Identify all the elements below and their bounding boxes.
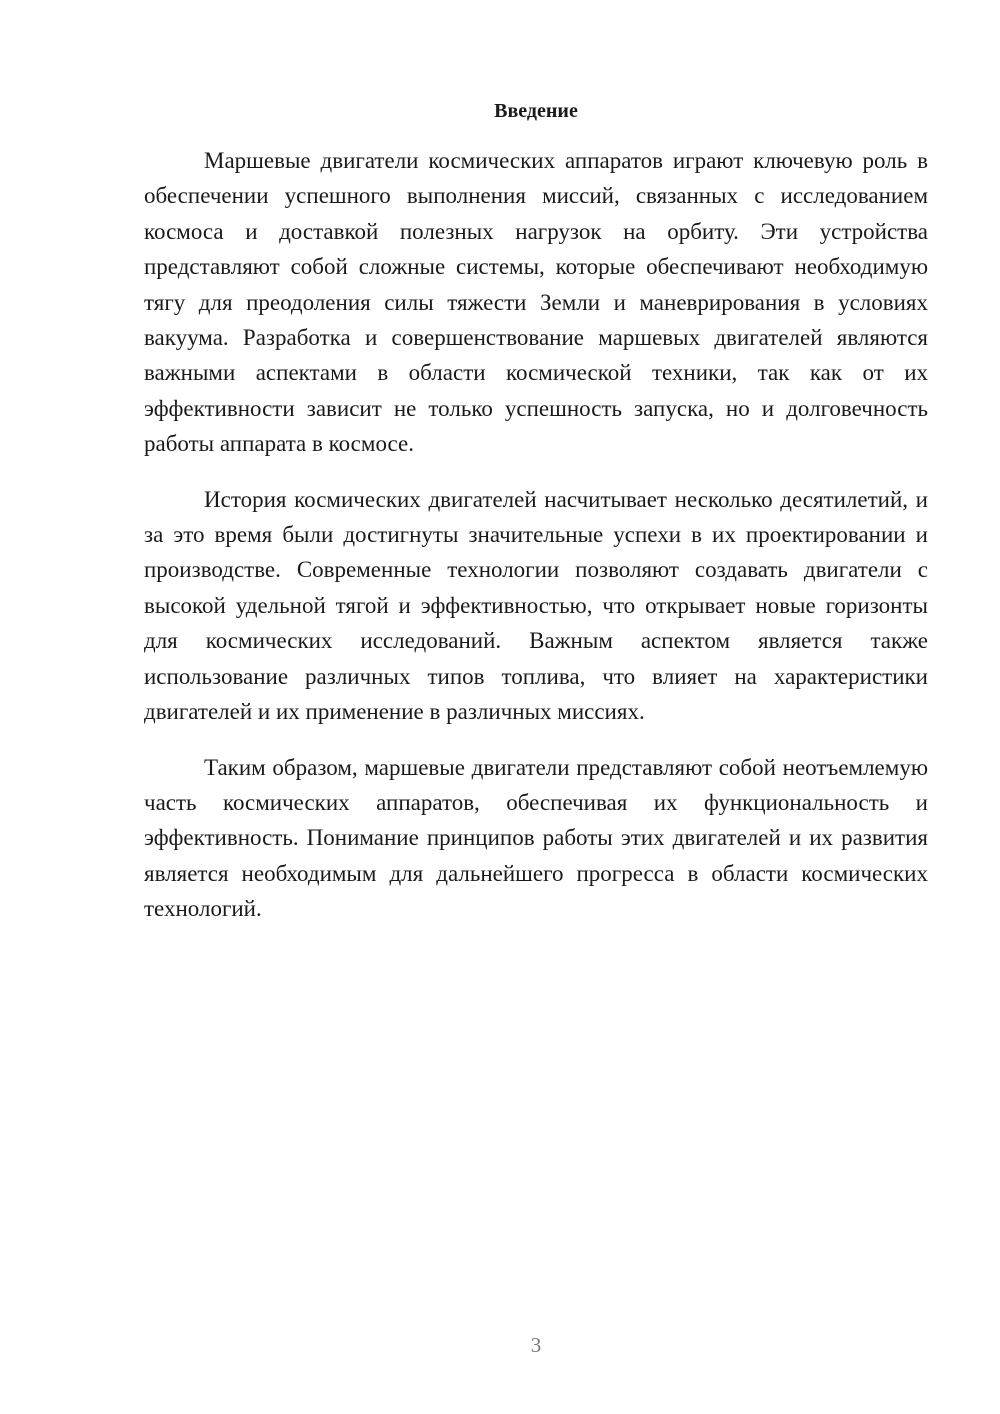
paragraph-2: История космических двигателей насчитывает несколько десятилетий, и за это время были достигнуты значительные успехи в их проектировании и производстве. Современные технологии позволяют создавать двигатели с высокой удельной тягой и эффективностью, что открывает новые горизонты для космических исследований. Важным аспектом является также использование различных типов топлива, что влияет на характеристики двигателей и их применение в различных миссиях. [144, 486, 928, 725]
page-number: 3 [530, 1333, 542, 1357]
paragraph-1: Маршевые двигатели космических аппаратов играют ключевую роль в обеспечении успешного выполнения миссий, связанных с исследованием космоса и доставкой полезных нагрузок на орбиту. Эти устройства представляют собой сложные системы, которые обеспечивают необходимую тягу для преодоления силы тяжести Земли и маневрирования в условиях вакуума. Разработка и совершенствование маршевых двигателей являются важными аспектами в области космической техники, так как от их эффективности зависит не только успешность запуска, но и долговечность работы аппарата в космосе. [144, 148, 928, 457]
section-title: Введение [494, 100, 578, 122]
body-text [144, 143, 928, 947]
paragraph-3: Таким образом, маршевые двигатели представляют собой неотъемлемую часть космических аппаратов, обеспечивая их функциональность и эффективность. Понимание принципов работы этих двигателей и их развития является необходимым для дальнейшего прогресса в области космических технологий. [144, 754, 928, 922]
